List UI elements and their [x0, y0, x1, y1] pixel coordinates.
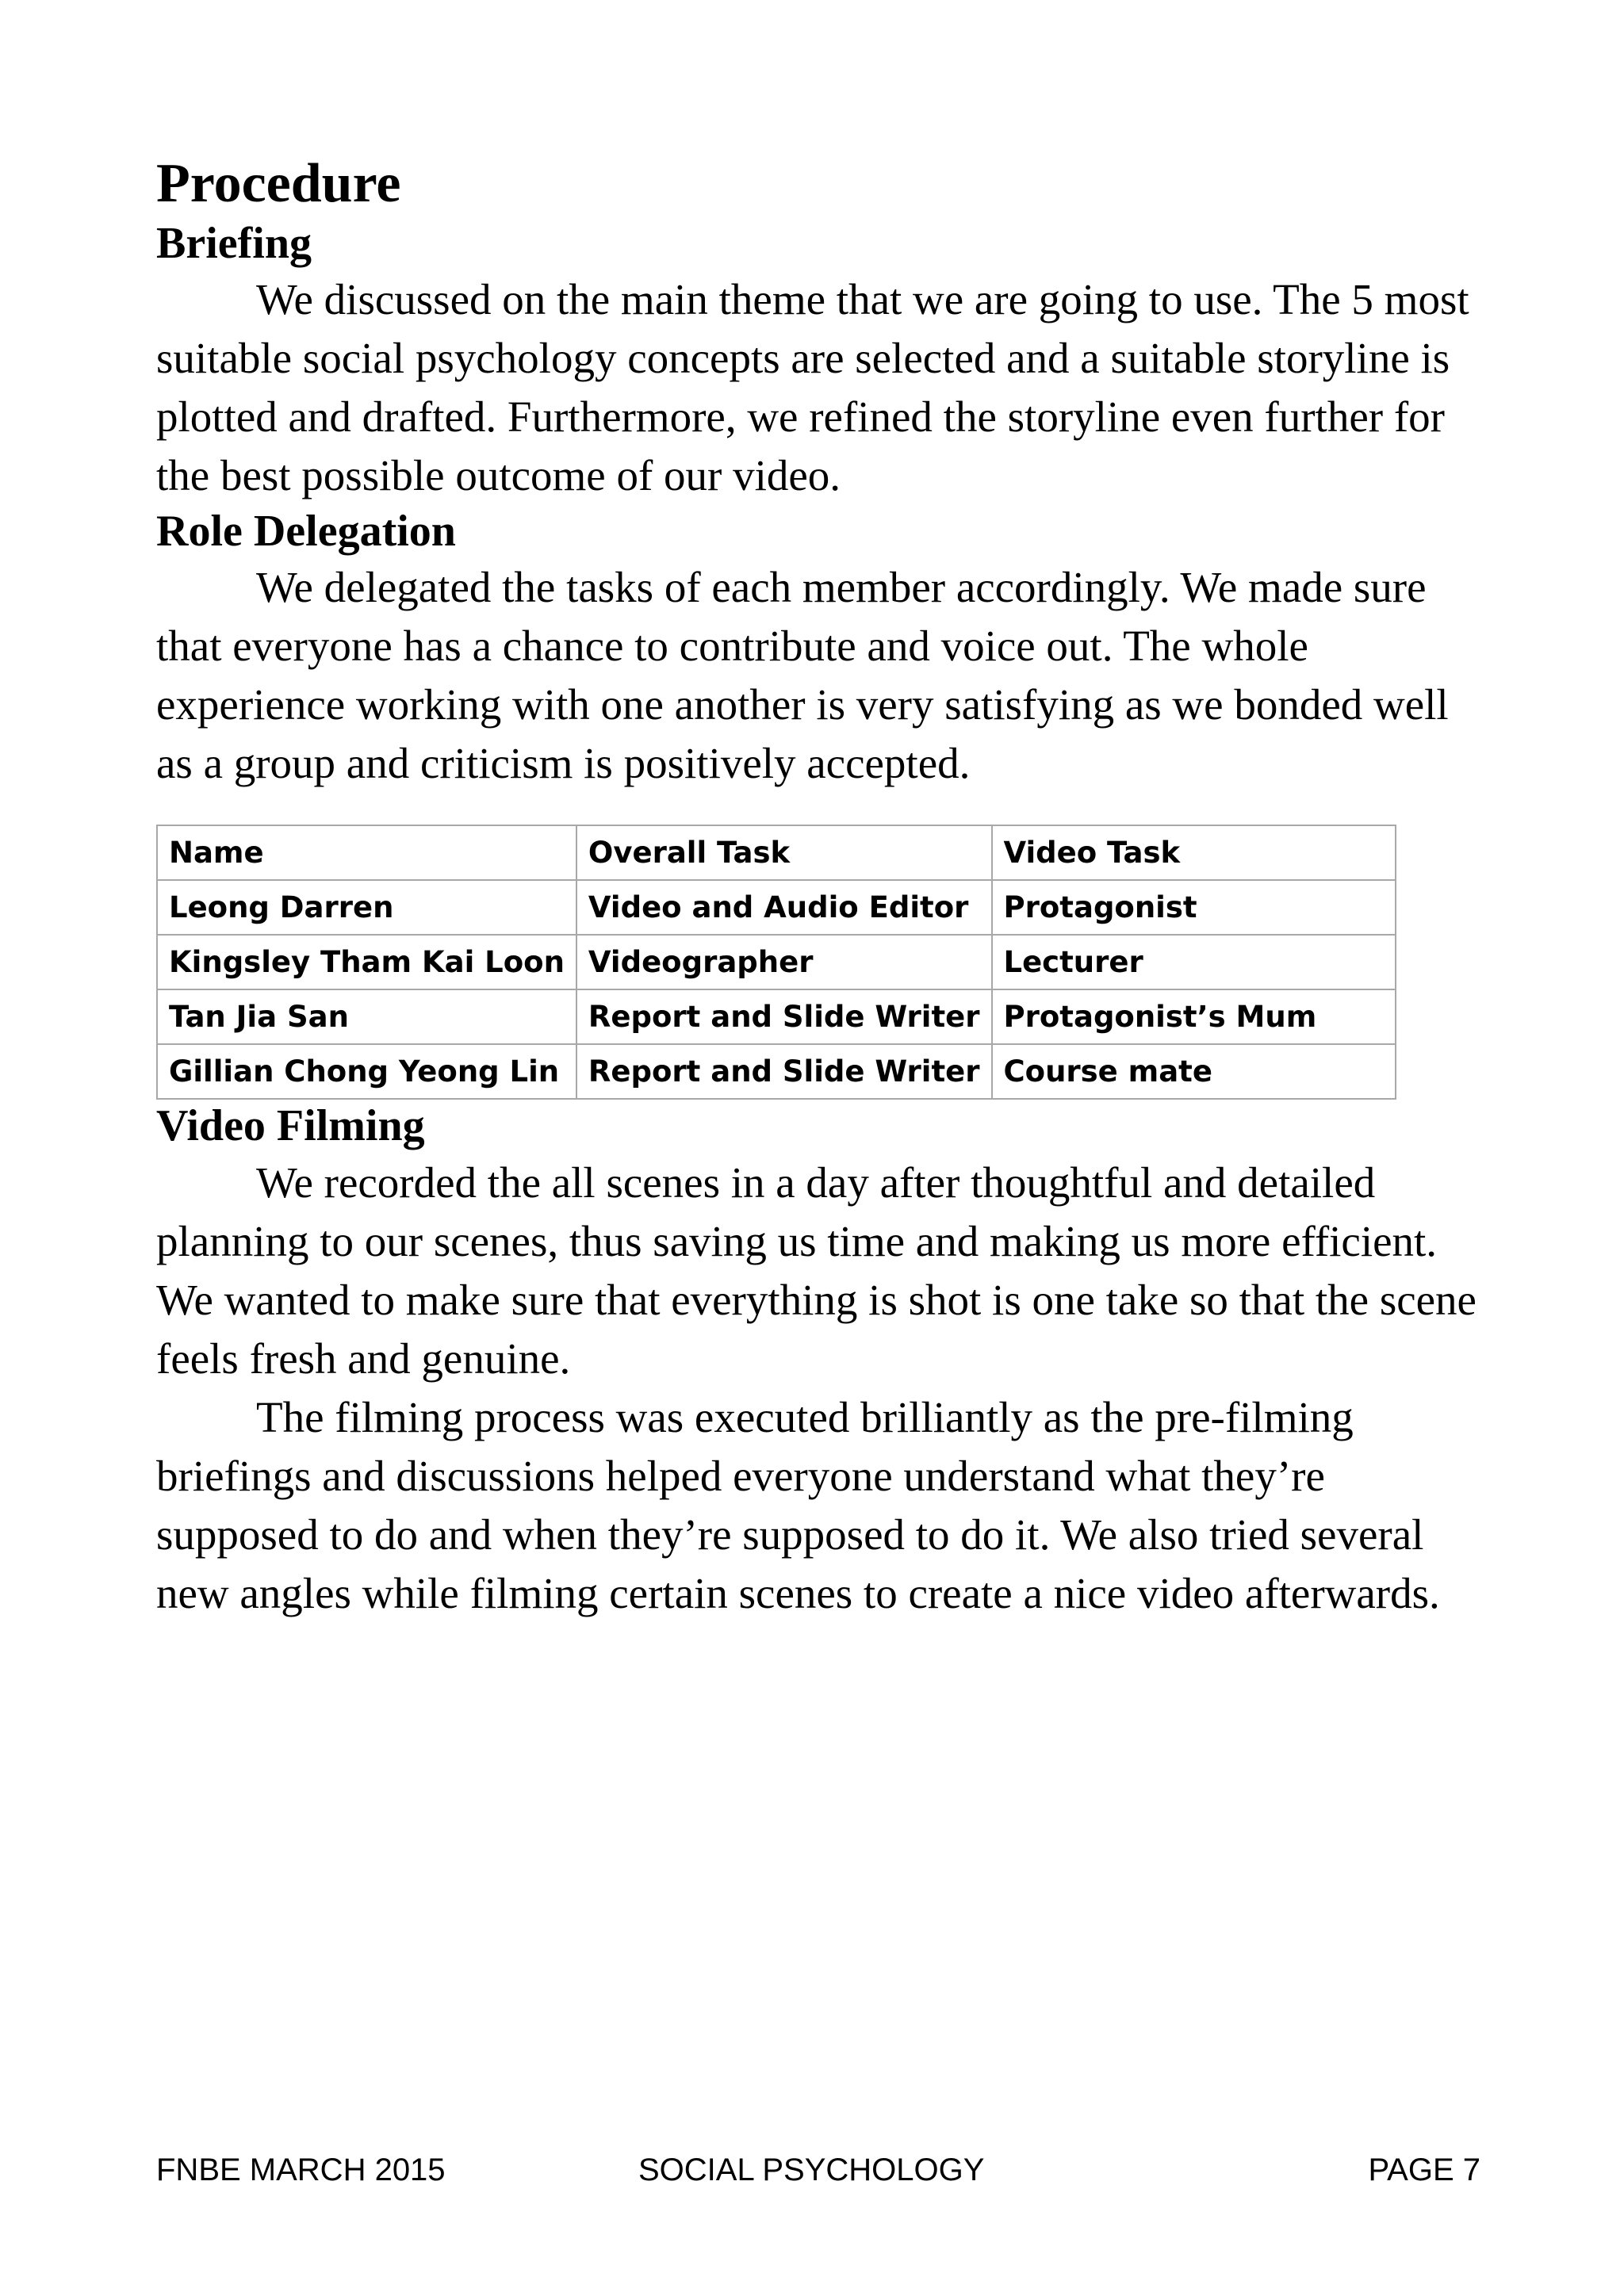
section-heading-briefing: Briefing: [156, 219, 312, 268]
table-cell-video-task: Course mate: [992, 1044, 1396, 1099]
table-cell-name: Leong Darren: [157, 880, 576, 935]
section-heading-role-delegation: Role Delegation: [156, 507, 456, 557]
table-cell-overall-task: Report and Slide Writer: [576, 989, 992, 1044]
table-header-row: [157, 825, 1396, 880]
table-cell-video-task: Protagonist: [992, 880, 1396, 935]
footer-subject-label: SOCIAL PSYCHOLOGY: [638, 2152, 985, 2187]
footer-course-label: FNBE MARCH 2015: [156, 2152, 446, 2187]
table-cell-video-task: Lecturer: [992, 935, 1396, 989]
table-row: [157, 880, 1396, 935]
table-cell-video-task: Protagonist’s Mum: [992, 989, 1396, 1044]
document-page: [156, 151, 1480, 1623]
table-cell-overall-task: Videographer: [576, 935, 992, 989]
video-filming-paragraph: We recorded the all scenes in a day after thoughtful and detailed planning to our scenes, thus saving us time and making us more efficient. We wanted to make sure that everything is shot is one take so that the scene feels fresh and genuine.: [156, 1158, 1477, 1383]
table-row: [157, 935, 1396, 989]
page-title: Procedure: [156, 153, 401, 214]
header-cell-overall-task: Overall Task: [576, 825, 992, 880]
roles-table: [156, 825, 1396, 1100]
table-cell-overall-task: Video and Audio Editor: [576, 880, 992, 935]
header-cell-video-task: Video Task: [992, 825, 1396, 880]
table-row: [157, 1044, 1396, 1099]
table-cell-name: Tan Jia San: [157, 989, 576, 1044]
briefing-paragraph: We discussed on the main theme that we are going to use. The 5 most suitable social psychology concepts are selected and a suitable storyline is plotted and drafted. Furthermore, we refined the storyline even further for the best possible outcome of our video.: [156, 275, 1469, 500]
role-delegation-paragraph: We delegated the tasks of each member accordingly. We made sure that everyone has a chance to contribute and voice out. The whole experience working with one another is very satisfying as we bonded well as a group and criticism is positively accepted.: [156, 563, 1449, 788]
table-cell-name: Gillian Chong Yeong Lin: [157, 1044, 576, 1099]
section-heading-video-filming: Video Filming: [156, 1101, 425, 1151]
page-footer: [156, 2152, 1480, 2192]
table-cell-name: Kingsley Tham Kai Loon: [157, 935, 576, 989]
table-row: [157, 989, 1396, 1044]
header-cell-name: Name: [157, 825, 576, 880]
table-cell-overall-task: Report and Slide Writer: [576, 1044, 992, 1099]
video-filming-paragraph: The filming process was executed brilliantly as the pre-filming briefings and discussions helped everyone understand what they’re supposed to do and when they’re supposed to do it. We also tried several new angles while filming certain scenes to create a nice video afterwards.: [156, 1392, 1440, 1617]
footer-page-number: PAGE 7: [1368, 2152, 1480, 2187]
